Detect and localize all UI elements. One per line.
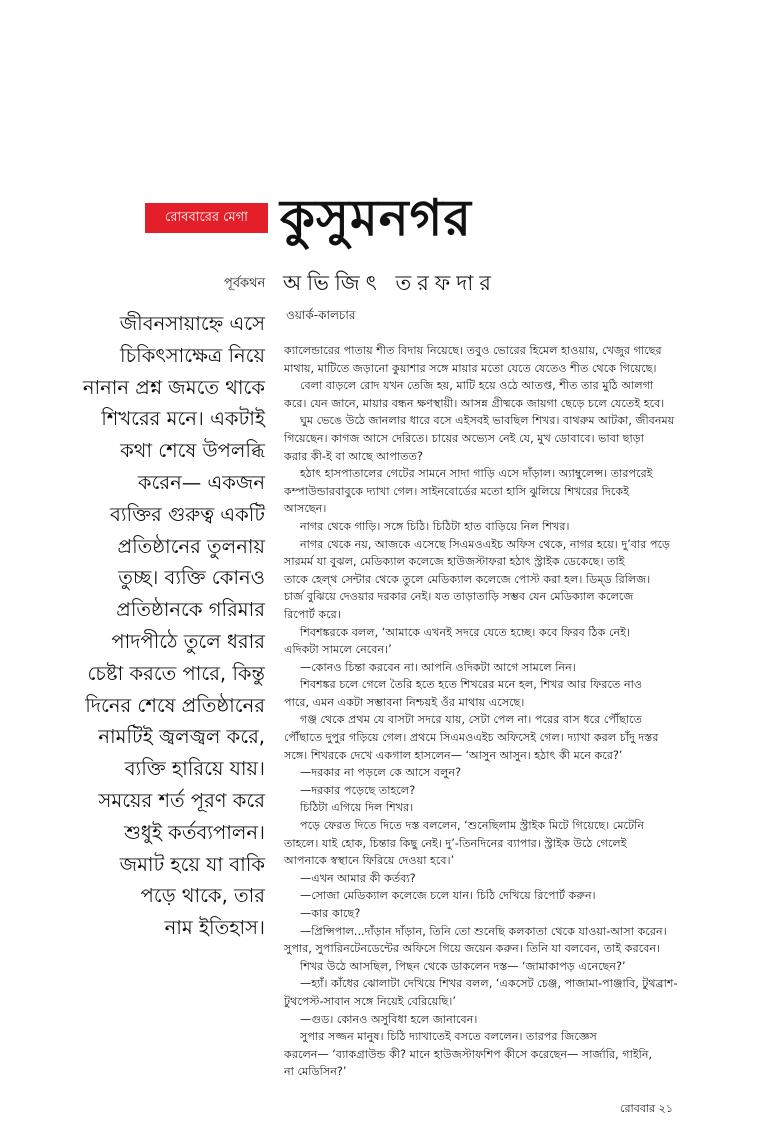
pull-quote [20, 308, 265, 944]
section-badge: রোববারের মেগা [145, 203, 268, 233]
body-line: পড়ে ফেরত দিতে দিতে দস্ত বললেন, ‘শুনেছিলাম স্ট্রাইক মিটে গিয়েছে। মেটেনি [300, 819, 645, 833]
body-line: সুপার, সুপারিনটেনডেন্টের অফিসে গিয়ে জয়েন করুন। তিনি যা বলবেন, তাই করবেন। [284, 942, 661, 956]
pull-quote-line: জমাট হয়ে যা বাকি [119, 852, 265, 876]
pull-quote-line: চিকিৎসাক্ষেত্র নিয়ে [120, 343, 265, 367]
body-line: শিখর উঠে আসছিল, পিছন থেকে ডাকলেন দস্ত— ‘জামাকাপড় এনেছেন?’ [300, 959, 626, 973]
body-line: —কার কাছে? [300, 907, 361, 920]
body-line: মাথায়, মাটিতে জড়ানো কুয়াশার সঙ্গে মায়ার মতো যেতে যেতেও শীত থেকে গিয়েছে। [284, 361, 657, 375]
body-line: হঠাৎ হাসপাতালের গেটের সামনে সাদা গাড়ি এসে দাঁড়াল। অ্যাম্বুলেন্স। তারপরেই [300, 467, 653, 481]
body-line: টুথপেস্ট-সাবান সঙ্গে নিয়েই বেরিয়েছি।’ [284, 994, 456, 1008]
body-line: —কোনও চিন্তা করবেন না। আপনি ওদিকটা আগে সামলে নিন। [300, 660, 576, 674]
body-line: —দরকার না পড়লে কে আসে বলুন? [300, 766, 462, 780]
body-line: না মেডিসিন?’ [284, 1065, 347, 1079]
body-line: —সোজা মেডিক্যাল কলেজে চলে যান। চিঠি দেখিয়ে রিপোর্ট করুন। [300, 889, 596, 903]
body-line: —প্রিন্সিপাল...দাঁড়ান দাঁড়ান, তিনি তো শুনেছি কলকাতা থেকে যাওয়া-আসা করেন। [300, 924, 667, 938]
pull-quote-line: পাদপীঠে তুলে ধরার [111, 629, 265, 653]
body-line: বেলা বাড়লে রোদ যখন তেজি হয়, মাটি হয়ে ওঠে আতপ্ত, শীত তার মুঠি আলগা [300, 379, 654, 393]
body-line: গিয়েছেন। কাগজ আসে দেরিতে। চায়ের অভ্যেস নেই যে, মুখ ডোবাবে। ভাবা ছাড়া [284, 431, 645, 445]
pull-quote-line: ব্যক্তির গুরুত্ব একটি [110, 502, 265, 526]
pull-quote-line: প্রতিষ্ঠানের তুলনায় [117, 534, 265, 558]
body-line: সুপার সজ্জন মানুষ। চিঠি দ্যাখাতেই বসতে বললেন। তারপর জিজ্ঞেস [300, 1030, 597, 1044]
body-line: পৌঁছাতে দুপুর গড়িয়ে গেল। প্রথমে সিএমওএইচ অফিসেই গেল। দ্যাখা করল চাঁদু দস্তর [284, 731, 659, 745]
body-line: করে। যেন জানে, মায়ার বন্ধন ক্ষণস্থায়ী। আসন্ন গ্রীষ্মকে জায়গা ছেড়ে চলে যেতেই হবে। [284, 396, 665, 410]
body-line: সারমর্ম যা বুঝল, মেডিক্যাল কলেজে হাউজস্টাফরা হঠাৎ স্ট্রাইক ডেকেছে। তাই [284, 555, 625, 569]
pull-quote-line: পড়ে থাকে, তার [140, 884, 265, 908]
body-line: করলেন— ‘ব্যাকগ্রাউন্ড কী? মানে হাউজস্টাফশিপ কীসে করেছেন— সার্জারি, গাইনি, [284, 1047, 653, 1061]
pull-quote-line: কথা শেষে উপলব্ধি [120, 439, 265, 463]
pull-quote-line: জীবনসায়াহ্নে এসে [119, 312, 265, 335]
body-line: নাগর থেকে গাড়ি। সঙ্গে চিঠি। চিঠিটা হাত বাড়িয়ে নিল শিখর। [300, 519, 570, 533]
prologue-label: পূর্বকথন [224, 276, 266, 291]
pull-quote-line: শুধুই কর্তব্যপালন। [124, 820, 265, 844]
body-line: শিবশঙ্করকে বলল, ‘আমাকে এখনই সদরে যেতে হচ্ছে। কবে ফিরব ঠিক নেই। [300, 625, 630, 639]
body-line: চিঠিটা এগিয়ে দিল শিখর। [300, 801, 414, 815]
pull-quote-line: ব্যক্তি হারিয়ে যায়। [124, 757, 265, 781]
body-line: এদিকটা সামলে নেবেন।’ [284, 643, 392, 657]
body-line: —গুড। কোনও অসুবিধা হলে জানাবেন। [300, 1012, 478, 1026]
body-line: চার্জ বুঝিয়ে দেওয়ার দরকার নেই। যত তাড়াতাড়ি সম্ভব যেন মেডিক্যাল কলেজে [284, 590, 634, 604]
page-folio: রোববার ২১ [620, 1102, 673, 1115]
body-line: শিবশঙ্কর চলে গেলে তৈরি হতে হতে শিখরের মনে হল, শিখর আর ফিরতে নাও [300, 678, 643, 692]
body-line: আসছেন। [284, 502, 327, 516]
body-line: তাকে হেল্থ সেন্টার থেকে তুলে মেডিক্যাল কলেজে পোস্ট করা হল। ডিম্ড রিলিজ। [284, 572, 651, 586]
story-body [284, 342, 724, 1081]
body-line: গঞ্জ থেকে প্রথম যে বাসটা সদরে যায়, সেটা পেল না। পরের বাস ধরে পৌঁছাতে [300, 713, 643, 727]
pull-quote-line: শিখরের মনে। একটাই [101, 407, 265, 431]
pull-quote-line: নামটিই জ্বলজ্বল করে, [98, 725, 265, 749]
body-line: —দরকার পড়েছে তাহলে? [300, 783, 416, 797]
body-line: রিপোর্ট করে। [284, 607, 341, 621]
body-line: কম্পাউন্ডারবাবুকে দ্যাখা গেল। সাইনবোর্ডের মতো হাসি ঝুলিয়ে শিখরের দিকেই [284, 484, 630, 498]
pull-quote-line: চেষ্টা করতে পারে, কিন্তু [87, 661, 265, 685]
body-line: ঘুম ভেঙে উঠে জানলার ধারে বসে এইসবই ভাবছিল শিখর। বাথরুম আটকা, জীবনময় [300, 414, 675, 428]
author-name: অভিজিৎ তরফদার [283, 271, 497, 295]
body-line: পারে, এমন একটা সম্ভাবনা নিশ্চয়ই ওঁর মাথায় এসেছে। [284, 695, 525, 709]
pull-quote-line: নানান প্রশ্ন জমতে থাকে [82, 375, 265, 399]
body-line: নাগর থেকে নয়, আজকে এসেছে সিএমওএইচ অফিস থেকে, নাগর হয়ে। দু’বার পড়ে [300, 537, 671, 551]
body-line: তাহলে। যাই হোক, চিন্তার কিছু নেই। দু’-তিনদিনের ব্যাপার। স্ট্রাইক উঠে গেলেই [284, 836, 627, 850]
body-line: আপনাকে স্বস্থানে ফিরিয়ে দেওয়া হবে।’ [284, 854, 455, 868]
pull-quote-line: নাম ইতিহাস। [164, 916, 265, 940]
body-line: —এখন আমার কী কর্তব্য? [300, 871, 416, 885]
pull-quote-line: করেন— একজন [137, 470, 265, 494]
body-line: সঙ্গে। শিখরকে দেখে একগাল হাসলেন— ‘আসুন আসুন। হঠাৎ কী মনে করে?’ [284, 748, 623, 762]
pull-quote-line: তুচ্ছ। ব্যক্তি কোনও [118, 566, 265, 590]
story-title: কুসুমনগর [280, 189, 472, 247]
pull-quote-line: সময়ের শর্ত পূরণ করে [98, 788, 265, 812]
body-line: করার কী-ই বা আছে আপাতত? [284, 449, 423, 463]
pull-quote-line: প্রতিষ্ঠানকে গরিমার [116, 598, 265, 622]
body-line: —হ্যাঁ। কাঁধের ঝোলাটা দেখিয়ে শিখর বলল, ‘একসেট চেঞ্জ, পাজামা-পাঞ্জাবি, টুথব্রাশ- [300, 977, 678, 991]
chapter-heading: ওয়ার্ক-কালচার [286, 308, 356, 322]
body-line: ক্যালেন্ডারের পাতায় শীত বিদায় নিয়েছে। তবুও ভোরের হিমেল হাওয়ায়, খেজুর গাছের [284, 344, 662, 357]
pull-quote-line: দিনের শেষে প্রতিষ্ঠানের [85, 693, 265, 717]
